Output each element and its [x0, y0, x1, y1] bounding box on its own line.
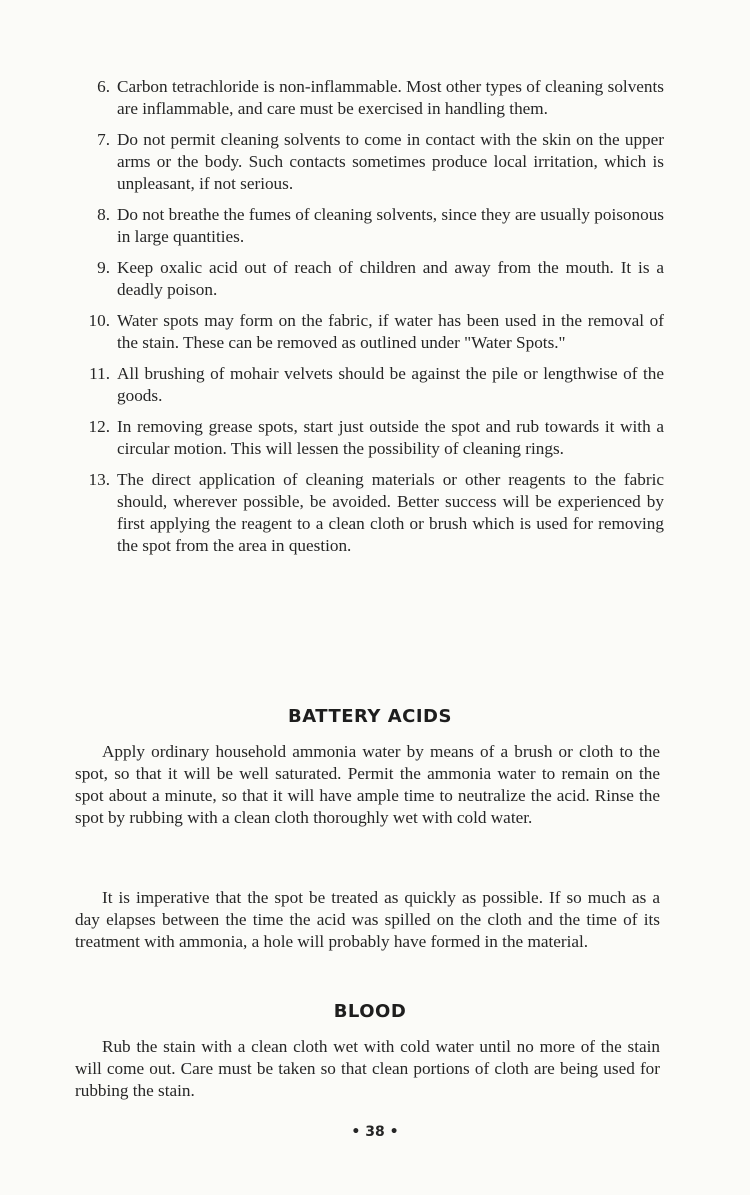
- list-item-number: 6.: [97, 77, 110, 96]
- list-item-text: The direct application of cleaning materials or other reagents to the fabric should, wherever possible, be avoided. Better success will be experienced by first applying the reagent to a clean cloth or brush which is used for removing the spot from the area in question.: [117, 470, 664, 555]
- blood-heading: BLOOD: [333, 1001, 407, 1022]
- list-item: [78, 363, 664, 407]
- list-item-number: 10.: [88, 311, 110, 330]
- battery-acids-heading: BATTERY ACIDS: [288, 706, 452, 727]
- list-item-text: Keep oxalic acid out of reach of children and away from the mouth. It is a deadly poison.: [117, 258, 664, 299]
- list-item: [78, 76, 664, 120]
- numbered-list: [78, 76, 664, 566]
- list-item: [78, 310, 664, 354]
- list-item: [78, 257, 664, 301]
- list-item: [78, 129, 664, 195]
- list-item-text: Water spots may form on the fabric, if water has been used in the removal of the stain. These can be removed as outlined under "Water Spots.": [117, 311, 664, 352]
- battery-acids-paragraph-2: It is imperative that the spot be treated as quickly as possible. If so much as a day elapses between the time the acid was spilled on the cloth and the time of its treatment with ammonia, a hole will probably have formed in the material.: [75, 888, 660, 951]
- list-item-number: 7.: [97, 130, 110, 149]
- list-item-number: 12.: [88, 417, 110, 436]
- list-item-text: Do not permit cleaning solvents to come in contact with the skin on the upper arms or the body. Such contacts sometimes produce local irritation, which is unpleasant, if not serious.: [117, 130, 664, 193]
- list-item-number: 13.: [88, 470, 110, 489]
- list-item: [78, 469, 664, 557]
- blood-paragraph: Rub the stain with a clean cloth wet with cold water until no more of the stain will come out. Care must be taken so that clean portions of cloth are being used for rubbing the stain.: [75, 1037, 660, 1100]
- list-item-text: All brushing of mohair velvets should be against the pile or lengthwise of the goods.: [117, 364, 664, 405]
- list-item: [78, 204, 664, 248]
- list-item-text: Do not breathe the fumes of cleaning solvents, since they are usually poisonous in large quantities.: [117, 205, 664, 246]
- list-item-number: 8.: [97, 205, 110, 224]
- list-item: [78, 416, 664, 460]
- list-item-text: In removing grease spots, start just outside the spot and rub towards it with a circular motion. This will lessen the possibility of cleaning rings.: [117, 417, 664, 458]
- battery-acids-paragraph-1: Apply ordinary household ammonia water by means of a brush or cloth to the spot, so that it will be well saturated. Permit the ammonia water to remain on the spot about a minute, so that it will have ample time to neutralize the acid. Rinse the spot by rubbing with a clean cloth thoroughly wet with cold water.: [75, 742, 660, 827]
- list-item-number: 9.: [97, 258, 110, 277]
- page-number: • 38 •: [351, 1124, 399, 1140]
- list-item-text: Carbon tetrachloride is non-inflammable. Most other types of cleaning solvents are inflammable, and care must be exercised in handling them.: [117, 77, 664, 118]
- list-item-number: 11.: [89, 364, 110, 383]
